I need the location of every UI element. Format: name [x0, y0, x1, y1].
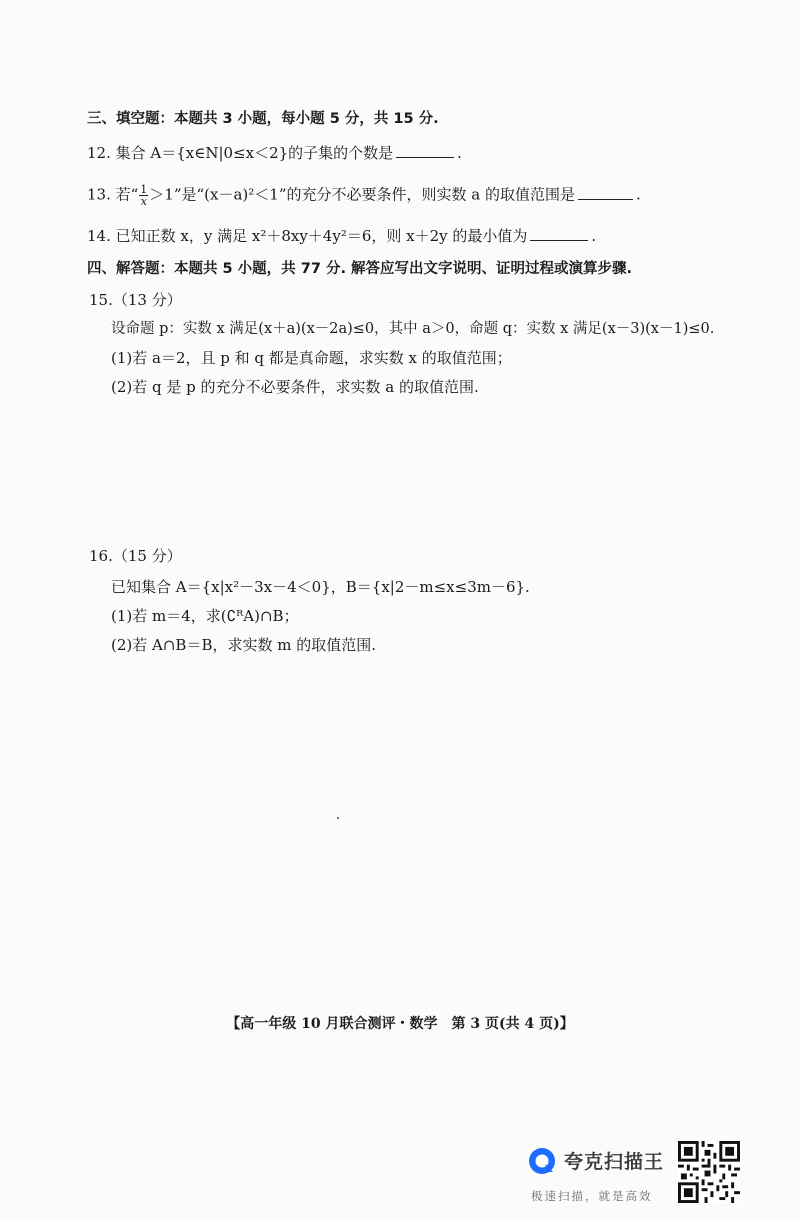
section4-heading: 四、解答题：本题共 5 小题，共 77 分. 解答应写出文字说明、证明过程或演算步骤.	[87, 261, 633, 277]
question-16-title: 16.（15 分）	[89, 547, 182, 565]
page-footer: 【高一年级 10 月联合测评・数学 第 3 页(共 4 页)】	[226, 1016, 574, 1032]
question-15-title: 15.（13 分）	[89, 291, 182, 309]
watermark-subtitle: 极速扫描，就是高效	[531, 1189, 653, 1203]
fraction-denominator: x	[140, 195, 147, 208]
question-12	[87, 143, 462, 163]
question-16-part2: (2)若 A∩B＝B，求实数 m 的取值范围.	[111, 636, 376, 654]
fraction-one-over-x	[139, 184, 148, 207]
qr-code-icon	[678, 1141, 740, 1203]
question-15-part2: (2)若 q 是 p 的充分不必要条件，求实数 a 的取值范围.	[111, 378, 479, 396]
question-12-text: 12. 集合 A＝{x∈N|0≤x＜2}的子集的个数是	[87, 144, 394, 162]
question-14-end: .	[591, 227, 597, 245]
question-16-part1: (1)若 m＝4，求(∁ᴿA)∩B；	[111, 607, 299, 625]
question-12-end: .	[457, 144, 462, 162]
watermark-title: 夸克扫描王	[564, 1151, 665, 1173]
question-14	[87, 226, 596, 246]
question-13-post: ＞1”是“(x－a)²＜1”的充分不必要条件，则实数 a 的取值范围是	[149, 185, 575, 204]
question-16-stem: 已知集合 A＝{x|x²－3x－4＜0}，B＝{x|2－m≤x≤3m－6}.	[111, 578, 530, 596]
scan-speck	[337, 817, 339, 819]
fraction-numerator: 1	[140, 183, 148, 196]
question-14-text: 14. 已知正数 x，y 满足 x²＋8xy＋4y²＝6，则 x＋2y 的最小值为	[87, 227, 528, 245]
question-13	[87, 184, 641, 207]
answer-blank-14[interactable]	[530, 239, 588, 241]
question-15-part1: (1)若 a＝2，且 p 和 q 都是真命题，求实数 x 的取值范围；	[111, 349, 512, 367]
quark-logo-icon	[527, 1146, 557, 1176]
question-15-stem: 设命题 p：实数 x 满足(x＋a)(x－2a)≤0，其中 a＞0，命题 q：实数 x 满足(x－3)(x－1)≤0.	[111, 321, 715, 337]
question-13-pre: 13. 若“	[87, 185, 139, 204]
answer-blank-13[interactable]	[578, 198, 633, 200]
question-13-end: .	[636, 185, 641, 204]
answer-blank-12[interactable]	[396, 156, 454, 158]
section3-heading: 三、填空题：本题共 3 小题，每小题 5 分，共 15 分.	[87, 111, 439, 127]
